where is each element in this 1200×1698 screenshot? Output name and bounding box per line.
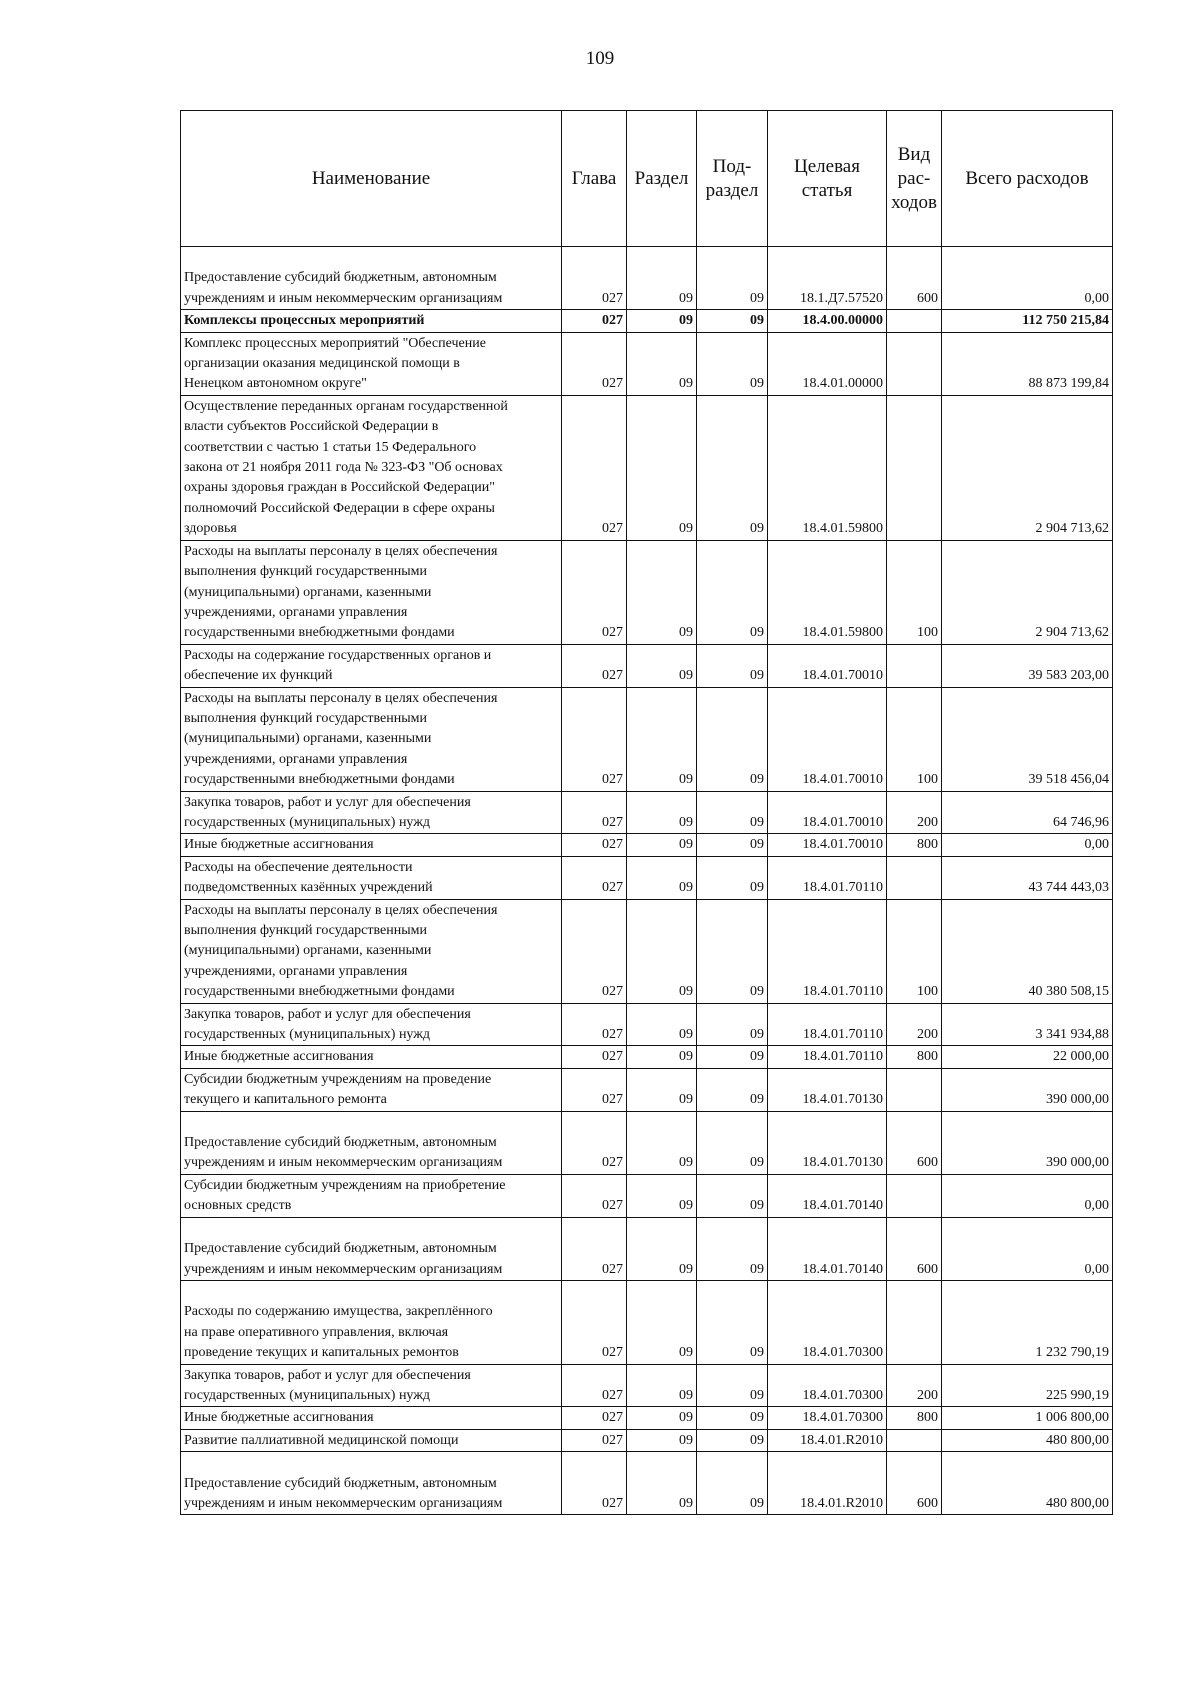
cell-chapter: 027	[562, 1364, 627, 1407]
cell-target: 18.4.01.70110	[768, 899, 887, 1003]
cell-subsection: 09	[697, 1068, 768, 1111]
cell-target: 18.4.01.70010	[768, 791, 887, 834]
cell-expense-type	[887, 644, 942, 687]
cell-name: Предоставление субсидий бюджетным, автономным учреждениям и иным некоммерческим организациям	[181, 247, 562, 310]
table-row	[181, 687, 1113, 791]
cell-total: 2 904 713,62	[942, 540, 1113, 644]
cell-total: 0,00	[942, 834, 1113, 856]
cell-expense-type	[887, 310, 942, 332]
cell-target: 18.4.01.70130	[768, 1068, 887, 1111]
cell-target: 18.4.01.70010	[768, 687, 887, 791]
cell-chapter: 027	[562, 540, 627, 644]
cell-section: 09	[627, 1046, 697, 1068]
cell-chapter: 027	[562, 1046, 627, 1068]
cell-section: 09	[627, 899, 697, 1003]
cell-subsection: 09	[697, 247, 768, 310]
cell-chapter: 027	[562, 1217, 627, 1280]
table-row	[181, 1217, 1113, 1280]
cell-chapter: 027	[562, 1068, 627, 1111]
cell-name: Расходы на выплаты персоналу в целях обеспечения выполнения функций государственными (муниципальными) органами, казенными учреждениями, органами управления государственными внебюджетными фондами	[181, 899, 562, 1003]
cell-expense-type: 600	[887, 1111, 942, 1174]
header-name: Наименование	[181, 111, 562, 247]
table-row	[181, 856, 1113, 899]
cell-expense-type: 600	[887, 1452, 942, 1515]
cell-target: 18.4.01.70300	[768, 1364, 887, 1407]
cell-section: 09	[627, 791, 697, 834]
cell-name: Субсидии бюджетным учреждениям на проведение текущего и капитального ремонта	[181, 1068, 562, 1111]
cell-total: 43 744 443,03	[942, 856, 1113, 899]
cell-expense-type	[887, 395, 942, 540]
table-row	[181, 1111, 1113, 1174]
cell-name: Субсидии бюджетным учреждениям на приобретение основных средств	[181, 1174, 562, 1217]
table-row	[181, 1364, 1113, 1407]
cell-chapter: 027	[562, 791, 627, 834]
cell-section: 09	[627, 247, 697, 310]
cell-total: 1 006 800,00	[942, 1407, 1113, 1429]
cell-target: 18.4.01.R2010	[768, 1452, 887, 1515]
cell-total: 22 000,00	[942, 1046, 1113, 1068]
cell-subsection: 09	[697, 791, 768, 834]
cell-subsection: 09	[697, 856, 768, 899]
cell-expense-type: 800	[887, 834, 942, 856]
table-row	[181, 1429, 1113, 1451]
cell-section: 09	[627, 310, 697, 332]
cell-total: 40 380 508,15	[942, 899, 1113, 1003]
header-expense-type: Вид рас- ходов	[887, 111, 942, 247]
cell-expense-type	[887, 1174, 942, 1217]
cell-expense-type: 800	[887, 1407, 942, 1429]
cell-expense-type	[887, 1280, 942, 1364]
cell-total: 480 800,00	[942, 1452, 1113, 1515]
cell-chapter: 027	[562, 856, 627, 899]
cell-chapter: 027	[562, 1452, 627, 1515]
cell-chapter: 027	[562, 247, 627, 310]
cell-total: 225 990,19	[942, 1364, 1113, 1407]
cell-name: Закупка товаров, работ и услуг для обеспечения государственных (муниципальных) нужд	[181, 1003, 562, 1046]
cell-subsection: 09	[697, 1280, 768, 1364]
cell-chapter: 027	[562, 1280, 627, 1364]
cell-name: Расходы на выплаты персоналу в целях обеспечения выполнения функций государственными (муниципальными) органами, казенными учреждениями, органами управления государственными внебюджетными фондами	[181, 540, 562, 644]
table-row	[181, 1452, 1113, 1515]
cell-total: 0,00	[942, 1217, 1113, 1280]
table-row	[181, 540, 1113, 644]
cell-target: 18.4.01.70010	[768, 834, 887, 856]
table-row	[181, 899, 1113, 1003]
cell-chapter: 027	[562, 1429, 627, 1451]
cell-total: 3 341 934,88	[942, 1003, 1113, 1046]
cell-subsection: 09	[697, 1364, 768, 1407]
cell-expense-type: 800	[887, 1046, 942, 1068]
cell-chapter: 027	[562, 1407, 627, 1429]
cell-target: 18.4.00.00000	[768, 310, 887, 332]
cell-section: 09	[627, 856, 697, 899]
cell-section: 09	[627, 644, 697, 687]
cell-section: 09	[627, 1429, 697, 1451]
cell-expense-type	[887, 1429, 942, 1451]
budget-table	[180, 110, 1113, 1515]
cell-chapter: 027	[562, 834, 627, 856]
cell-expense-type: 100	[887, 687, 942, 791]
cell-name: Комплексы процессных мероприятий	[181, 310, 562, 332]
cell-expense-type	[887, 856, 942, 899]
cell-subsection: 09	[697, 1429, 768, 1451]
cell-chapter: 027	[562, 1003, 627, 1046]
cell-name: Иные бюджетные ассигнования	[181, 1407, 562, 1429]
table-row	[181, 247, 1113, 310]
table-row	[181, 1068, 1113, 1111]
cell-target: 18.4.01.00000	[768, 332, 887, 395]
cell-chapter: 027	[562, 1111, 627, 1174]
table-row	[181, 1174, 1113, 1217]
table-row	[181, 1046, 1113, 1068]
cell-total: 64 746,96	[942, 791, 1113, 834]
cell-chapter: 027	[562, 687, 627, 791]
cell-expense-type: 100	[887, 899, 942, 1003]
cell-name: Расходы по содержанию имущества, закреплённого на праве оперативного управления, включая проведение текущих и капитальных ремонтов	[181, 1280, 562, 1364]
cell-subsection: 09	[697, 1174, 768, 1217]
header-target: Целевая статья	[768, 111, 887, 247]
cell-chapter: 027	[562, 644, 627, 687]
cell-subsection: 09	[697, 1003, 768, 1046]
cell-target: 18.4.01.70110	[768, 1046, 887, 1068]
table-row	[181, 1280, 1113, 1364]
cell-name: Расходы на выплаты персоналу в целях обеспечения выполнения функций государственными (муниципальными) органами, казенными учреждениями, органами управления государственными внебюджетными фондами	[181, 687, 562, 791]
cell-expense-type: 200	[887, 1003, 942, 1046]
cell-target: 18.4.01.R2010	[768, 1429, 887, 1451]
cell-subsection: 09	[697, 1111, 768, 1174]
cell-name: Расходы на обеспечение деятельности подведомственных казённых учреждений	[181, 856, 562, 899]
cell-subsection: 09	[697, 310, 768, 332]
cell-subsection: 09	[697, 1217, 768, 1280]
cell-section: 09	[627, 332, 697, 395]
cell-total: 112 750 215,84	[942, 310, 1113, 332]
table-row	[181, 791, 1113, 834]
cell-section: 09	[627, 1217, 697, 1280]
cell-expense-type: 600	[887, 247, 942, 310]
cell-total: 39 583 203,00	[942, 644, 1113, 687]
header-total: Всего расходов	[942, 111, 1113, 247]
cell-subsection: 09	[697, 1046, 768, 1068]
table-row	[181, 1003, 1113, 1046]
page-number: 109	[585, 48, 615, 69]
cell-total: 0,00	[942, 247, 1113, 310]
cell-name: Закупка товаров, работ и услуг для обеспечения государственных (муниципальных) нужд	[181, 791, 562, 834]
cell-name: Предоставление субсидий бюджетным, автономным учреждениям и иным некоммерческим организациям	[181, 1217, 562, 1280]
cell-subsection: 09	[697, 687, 768, 791]
cell-target: 18.4.01.70130	[768, 1111, 887, 1174]
cell-chapter: 027	[562, 395, 627, 540]
cell-name: Предоставление субсидий бюджетным, автономным учреждениям и иным некоммерческим организациям	[181, 1111, 562, 1174]
cell-name: Развитие паллиативной медицинской помощи	[181, 1429, 562, 1451]
cell-expense-type: 200	[887, 1364, 942, 1407]
cell-section: 09	[627, 687, 697, 791]
cell-section: 09	[627, 1068, 697, 1111]
cell-section: 09	[627, 1174, 697, 1217]
cell-section: 09	[627, 395, 697, 540]
cell-total: 390 000,00	[942, 1068, 1113, 1111]
table-header-row	[181, 111, 1113, 247]
cell-subsection: 09	[697, 899, 768, 1003]
cell-section: 09	[627, 1407, 697, 1429]
cell-expense-type	[887, 1068, 942, 1111]
cell-name: Осуществление переданных органам государственной власти субъектов Российской Федерации в соответствии с частью 1 статьи 15 Федерального закона от 21 ноября 2011 года № 323-ФЗ "Об основах охраны здоровья граждан в Российской Федерации" полномочий Российской Федерации в сфере охраны здоровья	[181, 395, 562, 540]
cell-target: 18.1.Д7.57520	[768, 247, 887, 310]
cell-subsection: 09	[697, 540, 768, 644]
cell-chapter: 027	[562, 332, 627, 395]
header-chapter: Глава	[562, 111, 627, 247]
cell-total: 0,00	[942, 1174, 1113, 1217]
cell-name: Предоставление субсидий бюджетным, автономным учреждениям и иным некоммерческим организациям	[181, 1452, 562, 1515]
cell-expense-type: 200	[887, 791, 942, 834]
cell-target: 18.4.01.70110	[768, 856, 887, 899]
cell-target: 18.4.01.70140	[768, 1217, 887, 1280]
cell-name: Комплекс процессных мероприятий "Обеспечение организации оказания медицинской помощи в Ненецком автономном округе"	[181, 332, 562, 395]
cell-target: 18.4.01.70140	[768, 1174, 887, 1217]
cell-target: 18.4.01.70300	[768, 1280, 887, 1364]
cell-target: 18.4.01.70110	[768, 1003, 887, 1046]
cell-name: Расходы на содержание государственных органов и обеспечение их функций	[181, 644, 562, 687]
cell-subsection: 09	[697, 332, 768, 395]
cell-section: 09	[627, 540, 697, 644]
cell-target: 18.4.01.59800	[768, 540, 887, 644]
table-row	[181, 644, 1113, 687]
cell-target: 18.4.01.59800	[768, 395, 887, 540]
cell-subsection: 09	[697, 1407, 768, 1429]
cell-target: 18.4.01.70300	[768, 1407, 887, 1429]
cell-total: 2 904 713,62	[942, 395, 1113, 540]
cell-total: 390 000,00	[942, 1111, 1113, 1174]
table-row	[181, 310, 1113, 332]
cell-subsection: 09	[697, 395, 768, 540]
cell-name: Иные бюджетные ассигнования	[181, 834, 562, 856]
cell-expense-type: 600	[887, 1217, 942, 1280]
cell-section: 09	[627, 1452, 697, 1515]
table-row	[181, 834, 1113, 856]
cell-chapter: 027	[562, 899, 627, 1003]
cell-subsection: 09	[697, 834, 768, 856]
table-row	[181, 1407, 1113, 1429]
table-row	[181, 395, 1113, 540]
cell-name: Иные бюджетные ассигнования	[181, 1046, 562, 1068]
cell-chapter: 027	[562, 310, 627, 332]
cell-subsection: 09	[697, 1452, 768, 1515]
cell-expense-type: 100	[887, 540, 942, 644]
cell-target: 18.4.01.70010	[768, 644, 887, 687]
cell-total: 1 232 790,19	[942, 1280, 1113, 1364]
cell-section: 09	[627, 1280, 697, 1364]
cell-section: 09	[627, 1003, 697, 1046]
cell-section: 09	[627, 1111, 697, 1174]
header-subsection: Под- раздел	[697, 111, 768, 247]
cell-section: 09	[627, 1364, 697, 1407]
table-row	[181, 332, 1113, 395]
cell-name: Закупка товаров, работ и услуг для обеспечения государственных (муниципальных) нужд	[181, 1364, 562, 1407]
cell-total: 88 873 199,84	[942, 332, 1113, 395]
cell-total: 480 800,00	[942, 1429, 1113, 1451]
cell-chapter: 027	[562, 1174, 627, 1217]
header-section: Раздел	[627, 111, 697, 247]
cell-section: 09	[627, 834, 697, 856]
cell-expense-type	[887, 332, 942, 395]
cell-total: 39 518 456,04	[942, 687, 1113, 791]
cell-subsection: 09	[697, 644, 768, 687]
